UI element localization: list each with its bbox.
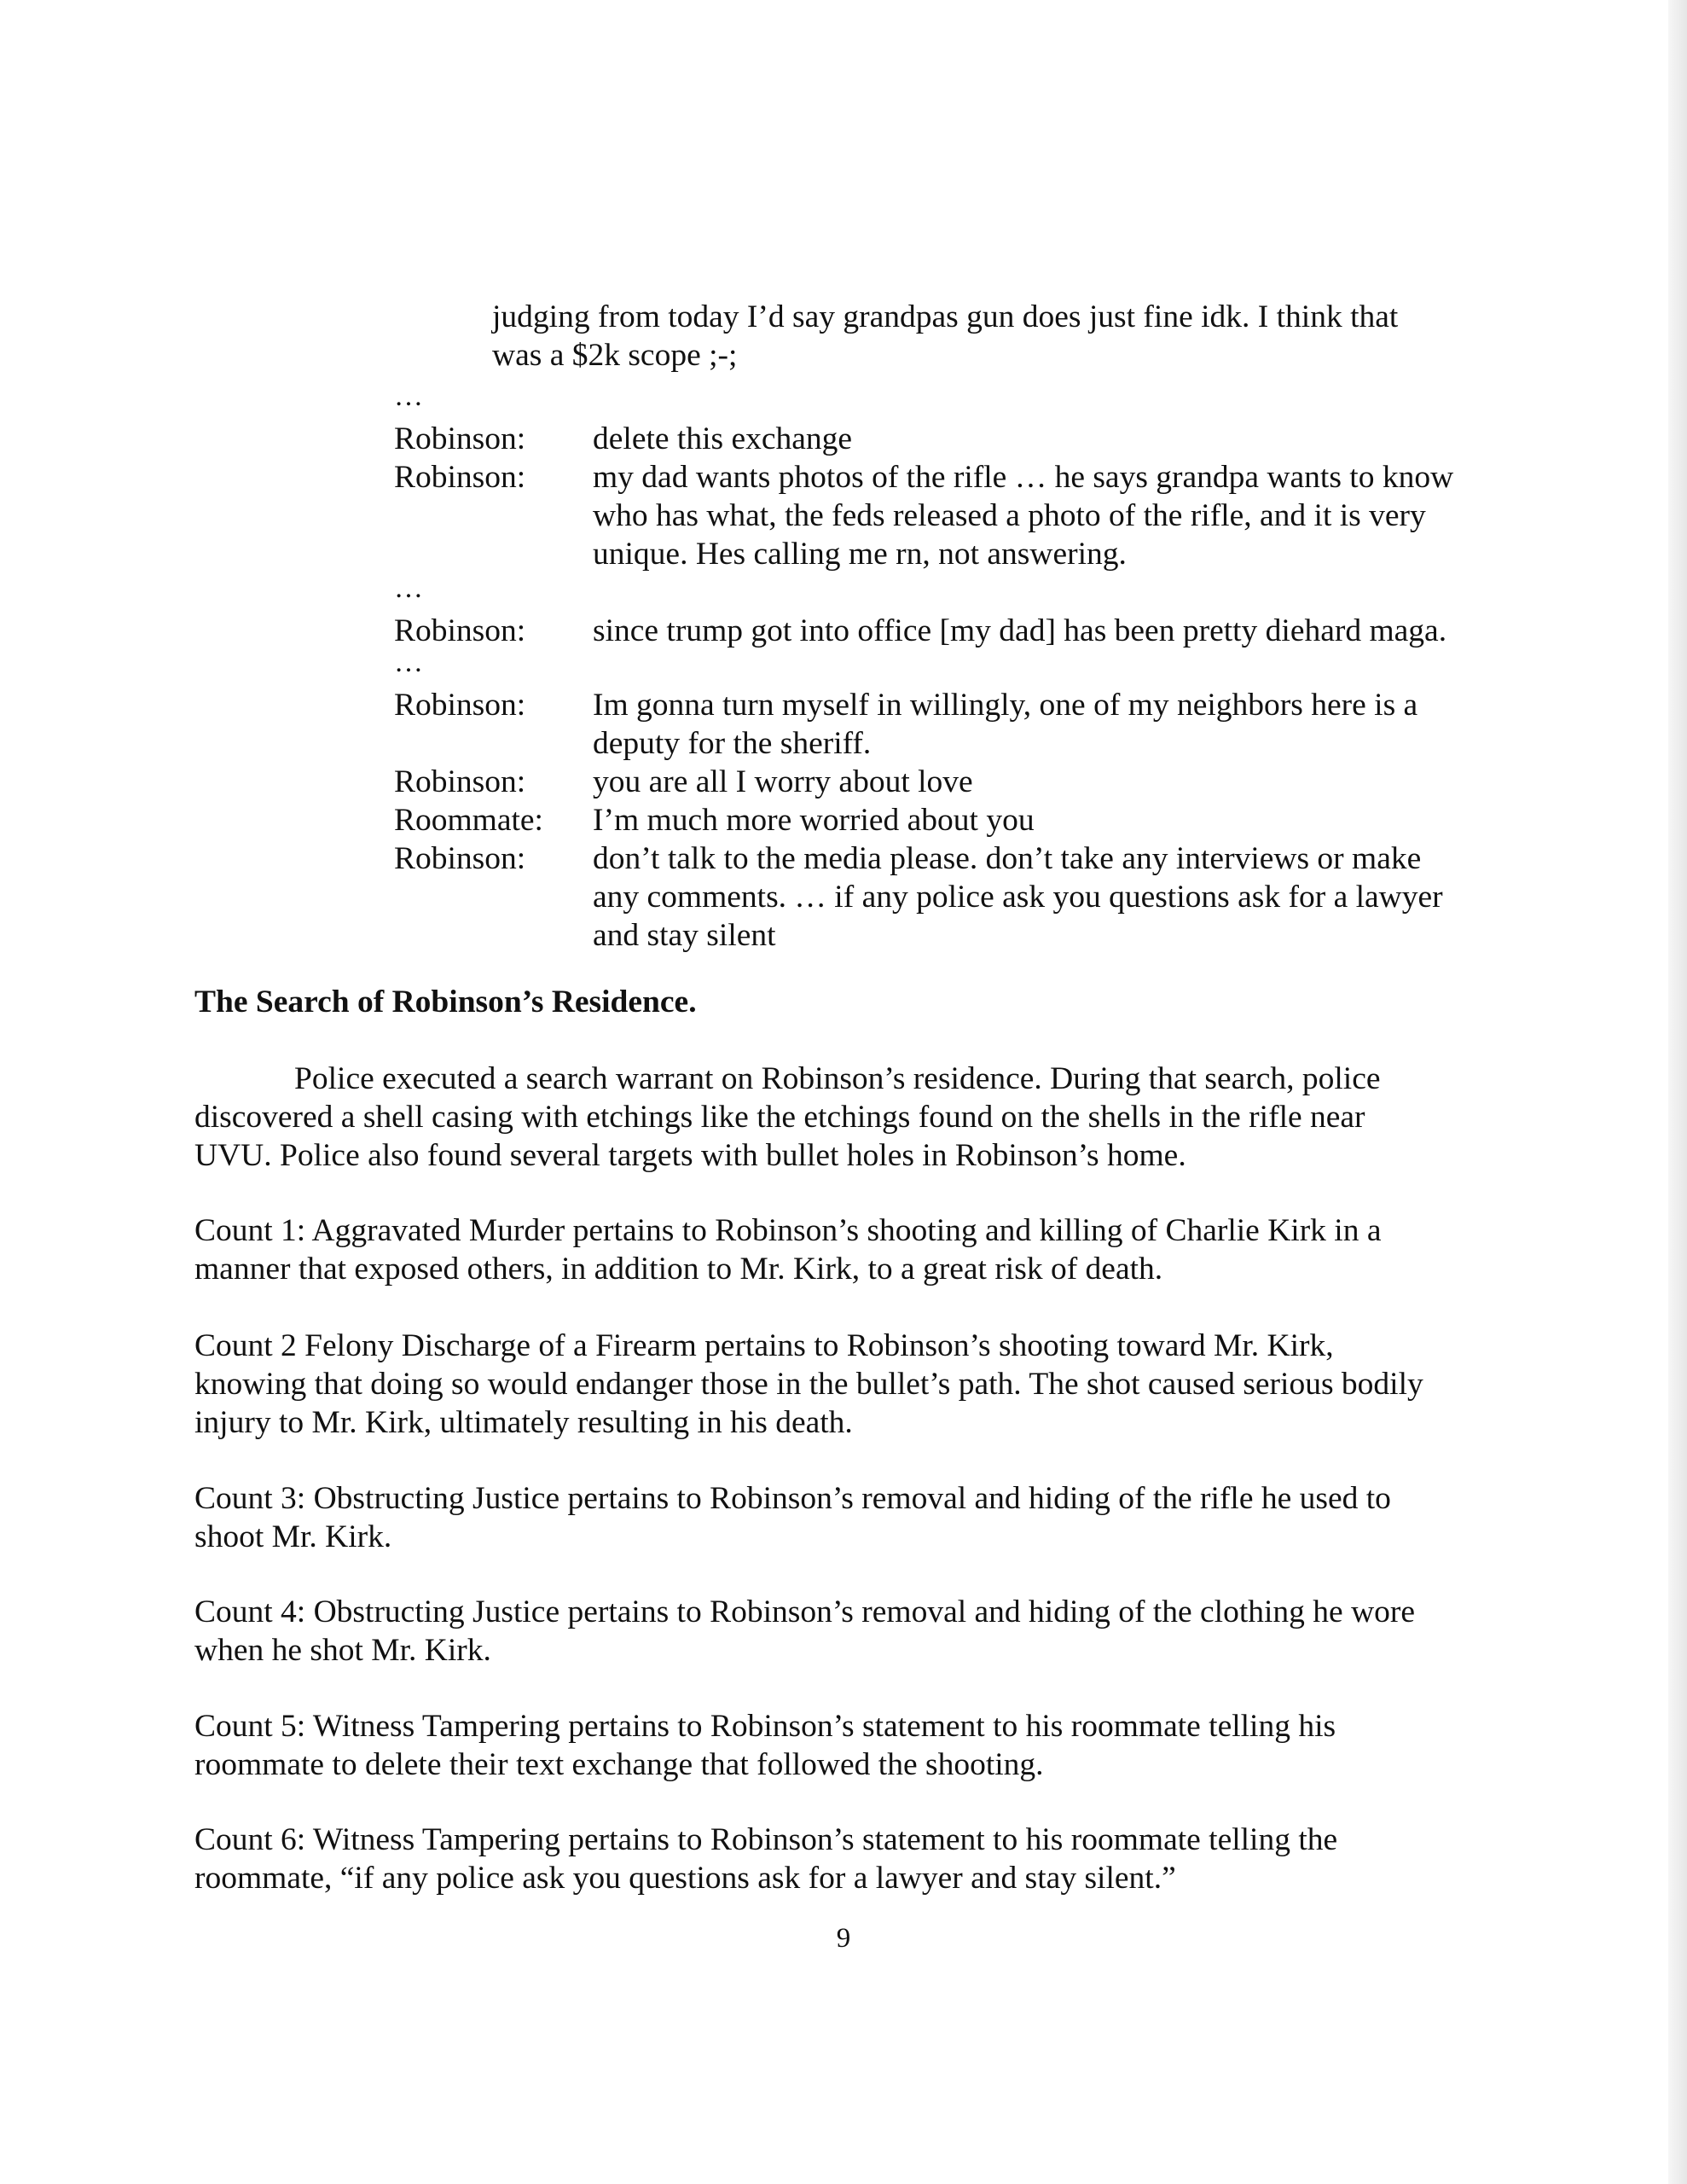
message-speaker: Robinson: (394, 764, 526, 799)
paragraph-line: when he shot Mr. Kirk. (194, 1633, 491, 1668)
paragraph-line: Count 4: Obstructing Justice pertains to Robinson’s removal and hiding of the clothing he wore (194, 1594, 1416, 1629)
message-row (394, 801, 1503, 839)
message-row (394, 763, 1503, 801)
message-line: who has what, the feds released a photo of the rifle, and it is very (593, 498, 1426, 533)
paragraph-line: Count 2 Felony Discharge of a Firearm pertains to Robinson’s shooting toward Mr. Kirk, (194, 1328, 1334, 1363)
paragraph-line: roommate to delete their text exchange that followed the shooting. (194, 1747, 1044, 1782)
quote-line: was a $2k scope ;-; (492, 338, 738, 373)
message-line: I’m much more worried about you (593, 803, 1035, 838)
message-line: unique. Hes calling me rn, not answering. (593, 537, 1127, 572)
text-message-exchange (394, 380, 1503, 955)
message-row (394, 458, 1503, 573)
message-text (593, 686, 1503, 763)
message-line: since trump got into office [my dad] has been pretty diehard maga. (593, 613, 1447, 648)
message-row (394, 686, 1503, 763)
paragraph-line: Count 5: Witness Tampering pertains to Robinson’s statement to his roommate telling his (194, 1709, 1336, 1744)
paragraph-line: Count 6: Witness Tampering pertains to Robinson’s statement to his roommate telling the (194, 1822, 1338, 1857)
count-1-paragraph (194, 1211, 1525, 1288)
paragraph-line: roommate, “if any police ask you questions ask for a lawyer and stay silent.” (194, 1861, 1176, 1896)
omission-ellipsis: … (394, 647, 425, 678)
message-text (593, 458, 1503, 573)
page-edge-shadow (1668, 0, 1687, 2184)
search-paragraph (194, 1060, 1525, 1175)
message-row (394, 612, 1503, 650)
message-text (593, 763, 1503, 801)
paragraph-line: Count 3: Obstructing Justice pertains to Robinson’s removal and hiding of the rifle he used to (194, 1481, 1391, 1516)
count-3-paragraph (194, 1479, 1525, 1556)
message-speaker: Robinson: (394, 460, 526, 495)
message-row (394, 420, 1503, 458)
message-speaker: Robinson: (394, 688, 526, 723)
paragraph-line: discovered a shell casing with etchings like the etchings found on the shells in the rifle near (194, 1100, 1365, 1135)
message-line: deputy for the sheriff. (593, 726, 872, 761)
message-text (593, 839, 1503, 955)
omission-ellipsis: … (394, 380, 425, 412)
message-line: and stay silent (593, 918, 776, 953)
message-text (593, 801, 1503, 839)
message-line: any comments. … if any police ask you questions ask for a lawyer (593, 880, 1443, 915)
message-speaker: Roommate: (394, 803, 543, 838)
count-2-paragraph (194, 1327, 1525, 1442)
count-5-paragraph (194, 1707, 1525, 1784)
message-text (593, 420, 1503, 458)
message-line: Im gonna turn myself in willingly, one of my neighbors here is a (593, 688, 1418, 723)
message-speaker: Robinson: (394, 421, 526, 456)
message-line: you are all I worry about love (593, 764, 973, 799)
paragraph-line: shoot Mr. Kirk. (194, 1519, 392, 1554)
section-heading: The Search of Robinson’s Residence. (194, 985, 697, 1019)
message-speaker: Robinson: (394, 613, 526, 648)
page-number: 9 (836, 1923, 851, 1954)
quote-line: judging from today I’d say grandpas gun does just fine idk. I think that (492, 299, 1399, 334)
quoted-text-continuation (492, 298, 1516, 375)
message-line: my dad wants photos of the rifle … he says grandpa wants to know (593, 460, 1454, 495)
message-speaker: Robinson: (394, 841, 526, 876)
message-line: delete this exchange (593, 421, 853, 456)
paragraph-line: injury to Mr. Kirk, ultimately resulting in his death. (194, 1405, 853, 1440)
count-6-paragraph (194, 1821, 1525, 1897)
omission-ellipsis: … (394, 572, 425, 604)
paragraph-line: UVU. Police also found several targets with bullet holes in Robinson’s home. (194, 1138, 1186, 1173)
paragraph-line: Police executed a search warrant on Robinson’s residence. During that search, police (294, 1061, 1381, 1096)
message-text (593, 612, 1503, 650)
count-4-paragraph (194, 1593, 1525, 1670)
paragraph-line: Count 1: Aggravated Murder pertains to Robinson’s shooting and killing of Charlie Kirk in a (194, 1213, 1382, 1248)
paragraph-line: manner that exposed others, in addition to Mr. Kirk, to a great risk of death. (194, 1252, 1163, 1287)
message-line: don’t talk to the media please. don’t take any interviews or make (593, 841, 1422, 876)
paragraph-line: knowing that doing so would endanger those in the bullet’s path. The shot caused serious bodily (194, 1367, 1423, 1402)
message-row (394, 839, 1503, 955)
